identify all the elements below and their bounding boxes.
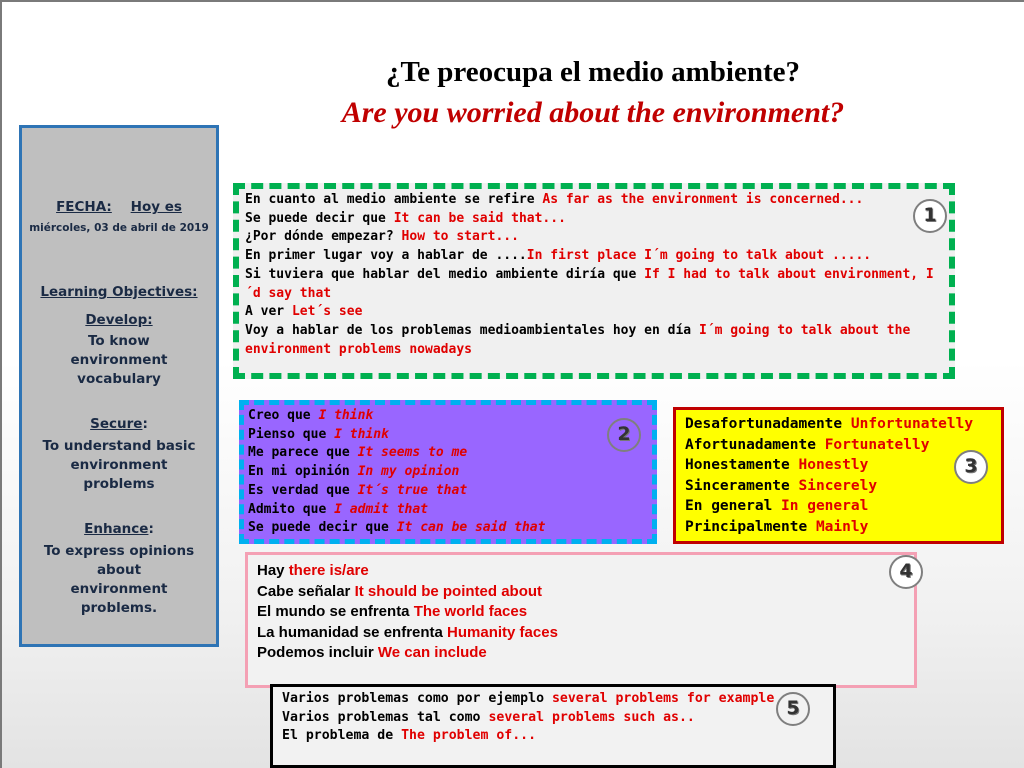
page-title: ¿Te preocupa el medio ambiente?: [385, 56, 801, 88]
box1-line: [245, 303, 943, 322]
number-badge-2: 2: [607, 418, 641, 452]
page-subtitle: Are you worried about the environment?: [341, 96, 845, 129]
box2-english: It seems to me: [357, 445, 468, 461]
box3-spanish: En general: [685, 498, 782, 515]
box2-spanish: Creo que: [248, 408, 319, 423]
box2-line: [248, 501, 648, 520]
box2-line: [248, 463, 648, 482]
box1-spanish: Si tuviera que hablar del medio ambiente diría que: [245, 266, 645, 282]
box2-spanish: Admito que: [248, 501, 335, 517]
secure-line-3: problems: [83, 476, 155, 492]
box4-english: The world faces: [413, 603, 528, 620]
box3-english: Sincerely: [798, 477, 878, 494]
hoy-es-label: Hoy es: [130, 199, 182, 215]
box2-spanish: En mi opinión: [248, 464, 358, 480]
box2-line: [248, 407, 648, 426]
box1-line: [245, 228, 943, 247]
box3-english: Honestly: [798, 457, 869, 474]
box2-english: I think: [334, 426, 389, 442]
box1-english: If I had to talk about environment, I´d say that: [245, 266, 934, 301]
box1-english: It can be said that...: [393, 210, 566, 226]
box2-english: In my opinion: [357, 464, 460, 480]
box4-spanish: Cabe señalar: [257, 582, 355, 600]
enhance-label: Enhance: [84, 521, 149, 537]
phrases-box-1: [233, 183, 955, 379]
box3-spanish: Honestamente: [685, 457, 799, 474]
box2-spanish: Es verdad que: [248, 482, 358, 498]
box2-english: It´s true that: [357, 482, 468, 498]
box1-english: I´m going to talk about the environment problems nowadays: [245, 322, 911, 357]
box3-spanish: Sinceramente: [685, 477, 799, 494]
develop-line-2: environment: [70, 352, 168, 368]
box1-english: How to start...: [401, 229, 519, 245]
box4-spanish: El mundo se enfrenta: [257, 603, 414, 620]
box5-spanish: Varios problemas como por ejemplo: [282, 691, 552, 706]
box1-line: [245, 191, 943, 210]
box2-english: It can be said that: [396, 520, 546, 536]
box4-line: [257, 643, 905, 664]
box5-spanish: El problema de: [282, 728, 402, 743]
box3-spanish: Desafortunadamente: [685, 416, 851, 432]
box1-english: In first place I´m going to talk about .....: [526, 248, 872, 264]
enhance-colon: :: [148, 521, 154, 537]
box4-spanish: Hay: [257, 562, 289, 579]
number-badge-3: 3: [954, 450, 988, 484]
phrases-box-3: [673, 407, 1004, 544]
learning-objectives-panel: [19, 125, 219, 647]
box2-spanish: Pienso que: [248, 426, 335, 442]
box5-english: several problems for example: [551, 691, 775, 706]
box1-spanish: A ver: [245, 304, 292, 320]
box5-spanish: Varios problemas tal como: [282, 709, 489, 725]
box5-line: [282, 727, 824, 746]
box4-spanish: La humanidad se enfrenta: [257, 623, 448, 641]
box1-spanish: Voy a hablar de los problemas medioambientales hoy en día: [245, 322, 699, 338]
enhance-line-4: problems.: [80, 600, 158, 616]
phrases-box-2: [239, 400, 657, 544]
box5-english: several problems such as..: [488, 709, 695, 725]
enhance-line-2: about: [96, 562, 142, 578]
box1-spanish: En primer lugar voy a hablar de ....: [245, 248, 527, 264]
box2-line: [248, 426, 648, 445]
box1-line: [245, 322, 943, 359]
box3-english: In general: [781, 498, 869, 515]
box4-english: We can include: [377, 644, 487, 661]
box1-spanish: Se puede decir que: [245, 210, 394, 226]
box3-english: Unfortunatelly: [850, 416, 974, 432]
box3-spanish: Principalmente: [685, 518, 816, 535]
fecha-label: FECHA:: [56, 199, 112, 215]
number-badge-4: 4: [889, 555, 923, 589]
develop-line-1: To know: [88, 333, 150, 349]
box1-line: [245, 266, 943, 303]
secure-line-1: To understand basic: [42, 438, 196, 454]
box1-line: [245, 247, 943, 266]
enhance-line-1: To express opinions: [43, 543, 195, 559]
box3-line: [685, 455, 992, 476]
box1-line: [245, 210, 943, 229]
box2-english: I admit that: [334, 501, 429, 517]
box3-line: [685, 435, 992, 456]
box3-line: [685, 414, 992, 435]
box2-line: [248, 482, 648, 501]
box4-spanish: Podemos incluir: [257, 644, 378, 661]
secure-label: Secure: [90, 416, 143, 432]
box3-line: [685, 496, 992, 517]
box4-line: [257, 561, 905, 582]
box1-english: As far as the environment is concerned...: [542, 192, 864, 207]
box3-line: [685, 517, 992, 538]
objectives-heading: Learning Objectives:: [40, 284, 198, 300]
enhance-line-3: environment: [70, 581, 168, 597]
box1-spanish: ¿Por dónde empezar?: [245, 229, 402, 245]
box3-english: Fortunatelly: [824, 436, 930, 453]
box4-line: [257, 623, 905, 644]
box2-spanish: Me parece que: [248, 445, 358, 461]
secure-line-2: environment: [70, 457, 168, 473]
box3-spanish: Afortunadamente: [685, 436, 825, 453]
number-badge-5: 5: [776, 692, 810, 726]
box4-english: there is/are: [288, 562, 369, 579]
box2-spanish: Se puede decir que: [248, 520, 397, 536]
box4-line: [257, 582, 905, 603]
box4-line: [257, 602, 905, 623]
number-badge-1: 1: [913, 199, 947, 233]
box5-line: [282, 690, 824, 709]
phrases-box-4: [245, 552, 917, 688]
phrases-box-5: [270, 684, 836, 768]
slide-frame-top: [0, 0, 1024, 2]
box3-english: Mainly: [815, 518, 869, 535]
date-text: miércoles, 03 de abril de 2019: [29, 222, 209, 234]
box2-line: [248, 519, 648, 538]
secure-colon: :: [142, 416, 148, 432]
box1-english: Let´s see: [291, 304, 363, 320]
box2-line: [248, 444, 648, 463]
develop-line-3: vocabulary: [77, 371, 161, 387]
develop-label: Develop:: [85, 312, 153, 328]
box1-spanish: En cuanto al medio ambiente se refire: [245, 192, 543, 207]
box5-english: The problem of...: [401, 728, 537, 743]
box4-english: It should be pointed about: [354, 582, 543, 600]
box5-line: [282, 709, 824, 728]
box3-line: [685, 476, 992, 497]
box4-english: Humanity faces: [447, 623, 558, 641]
box2-english: I think: [318, 408, 374, 423]
